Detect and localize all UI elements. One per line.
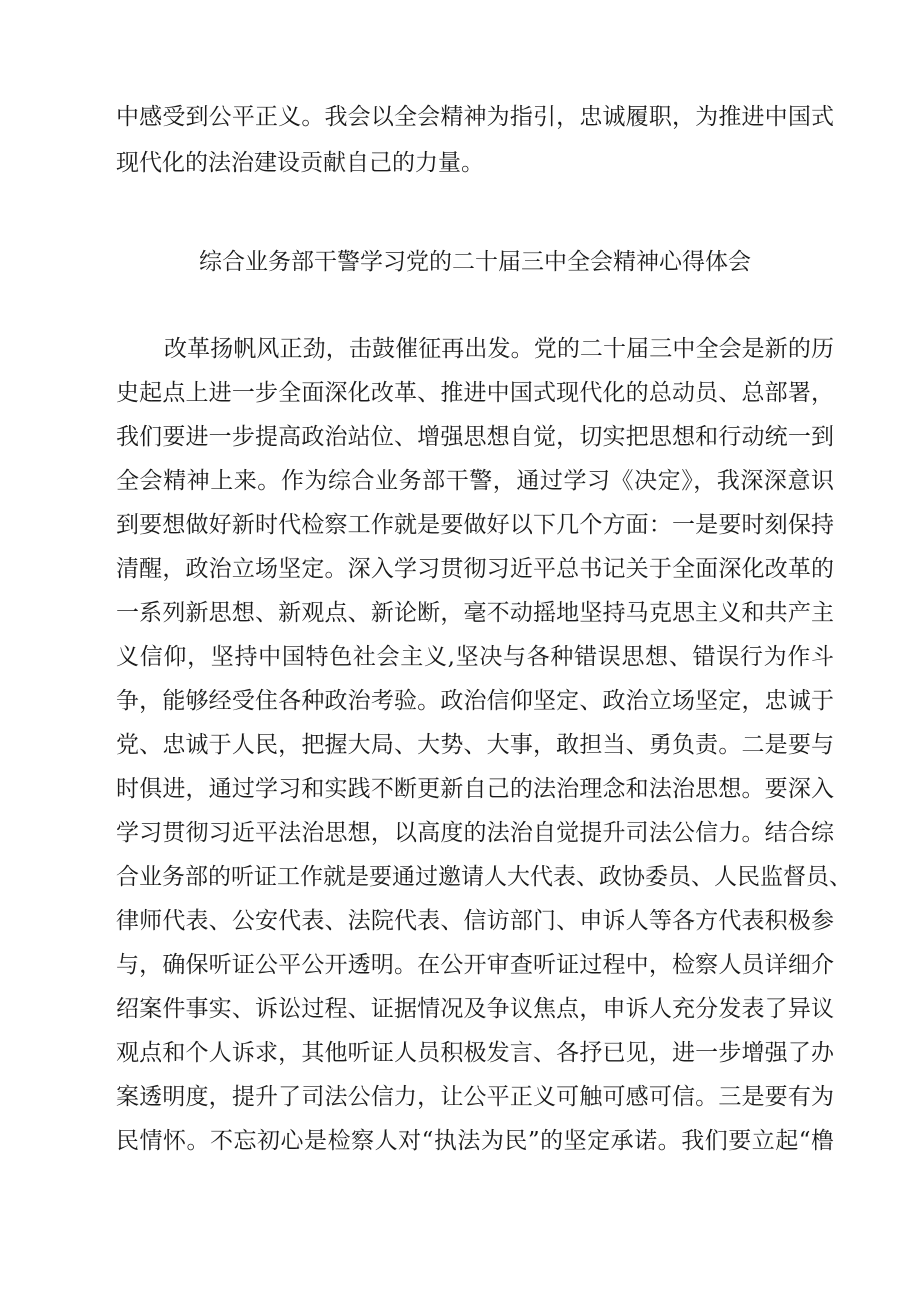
paragraph-line: 合业务部的听证工作就是要通过邀请人大代表、政协委员、人民监督员、 — [116, 864, 852, 890]
paragraph-line: 案透明度，提升了司法公信力，让公平正义可触可感可信。三是要有为 — [116, 1084, 834, 1110]
paragraph-line: 学习贯彻习近平法治思想，以高度的法治自觉提升司法公信力。结合综 — [116, 820, 834, 846]
paragraph-line: 争，能够经受住各种政治考验。政治信仰坚定、政治立场坚定，忠诚于 — [116, 688, 834, 714]
article-heading: 综合业务部干警学习党的二十届三中全会精神心得体会 — [199, 249, 751, 275]
paragraph-line: 全会精神上来。作为综合业务部干警，通过学习《决定》，我深深意识 — [116, 468, 834, 494]
paragraph-line: 律师代表、公安代表、法院代表、信访部门、申诉人等各方代表积极参 — [116, 908, 834, 934]
continuation-line: 中感受到公平正义。我会以全会精神为指引，忠诚履职，为推进中国式 — [116, 104, 834, 130]
paragraph-line: 时俱进，通过学习和实践不断更新自己的法治理念和法治思想。要深入 — [116, 776, 834, 802]
paragraph-line: 与，确保听证公平公开透明。在公开审查听证过程中，检察人员详细介 — [116, 952, 834, 978]
paragraph-line: 清醒，政治立场坚定。深入学习贯彻习近平总书记关于全面深化改革的 — [116, 556, 834, 582]
paragraph-line: 党、忠诚于人民，把握大局、大势、大事，敢担当、勇负责。二是要与 — [116, 732, 834, 758]
paragraph-line: 观点和个人诉求，其他听证人员积极发言、各抒已见，进一步增强了办 — [116, 1040, 834, 1066]
paragraph-line: 一系列新思想、新观点、新论断，毫不动摇地坚持马克思主义和共产主 — [116, 600, 834, 626]
paragraph-line: 民情怀。不忘初心是检察人对“执法为民”的坚定承诺。我们要立起“橹 — [116, 1128, 834, 1154]
continuation-line: 现代化的法治建设贡献自己的力量。 — [116, 150, 484, 176]
paragraph-line: 绍案件事实、诉讼过程、证据情况及争议焦点，申诉人充分发表了异议 — [116, 996, 834, 1022]
paragraph-line: 改革扬帆风正劲，击鼓催征再出发。党的二十届三中全会是新的历 — [164, 336, 834, 362]
paragraph-line: 义信仰，坚持中国特色社会主义,坚决与各种错误思想、错误行为作斗 — [116, 644, 834, 670]
paragraph-line: 史起点上进一步全面深化改革、推进中国式现代化的总动员、总部署， — [116, 380, 834, 406]
paragraph-line: 到要想做好新时代检察工作就是要做好以下几个方面：一是要时刻保持 — [116, 512, 834, 538]
paragraph-line: 我们要进一步提高政治站位、增强思想自觉，切实把思想和行动统一到 — [116, 424, 834, 450]
